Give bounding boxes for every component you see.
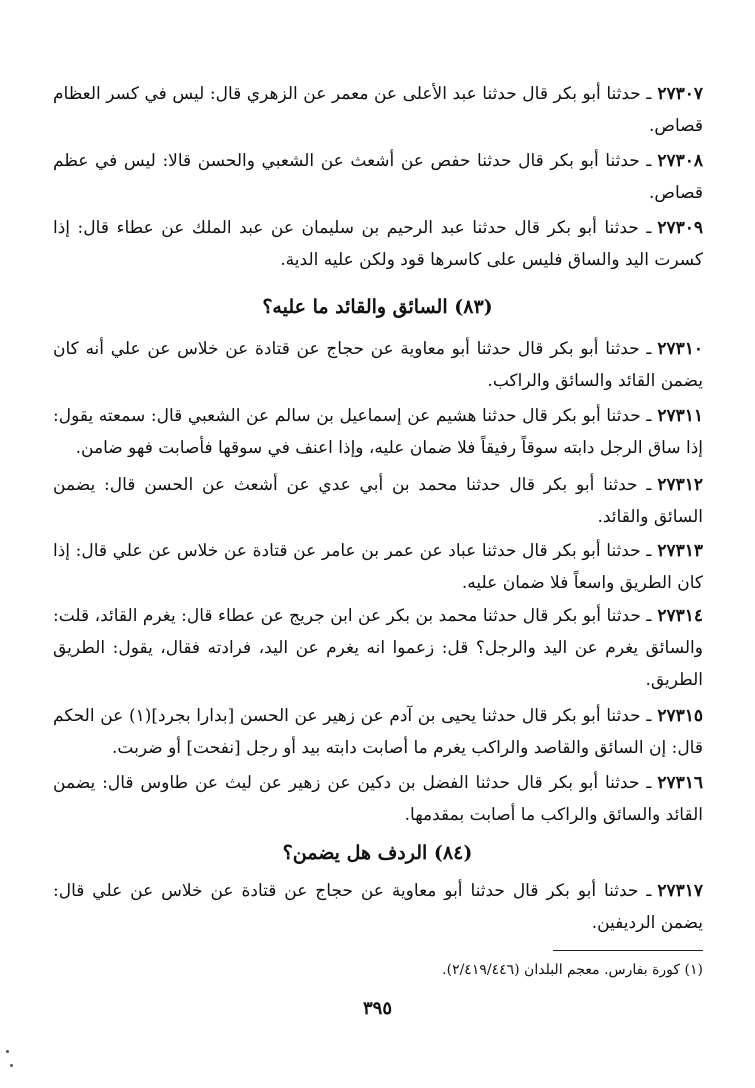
hadith-dash: ـ (646, 881, 652, 901)
hadith-text: حدثنا أبو بكر قال حدثنا عباد عن عمر بن عامر عن قتادة عن خلاس عن علي قال: إذا كان الطريق واسعاً فلا ضمان عليه. (53, 541, 703, 593)
hadith-dash: ـ (646, 773, 652, 793)
hadith-paragraph (53, 400, 703, 464)
hadith-text: حدثنا أبو بكر قال حدثنا محمد بن بكر عن ابن جريج عن عطاء قال: يغرم القائد، قلت: والسائق يغرم عن اليد والرجل؟ قل: زعموا انه يغرم عن اليد، فرادته فقال، يقول: الطريق الطريق. (53, 606, 703, 690)
hadith-number: ٢٧٣١٠ (657, 339, 703, 359)
hadith-paragraph (53, 535, 703, 599)
hadith-dash: ـ (646, 606, 652, 626)
hadith-number: ٢٧٣١٤ (657, 606, 703, 626)
hadith-text: حدثنا أبو بكر قال حدثنا الفضل بن دكين عن زهير عن ليث عن طاوس قال: يضمن القائد والسائق والراكب ما أصابت بمقدمها. (53, 773, 703, 825)
hadith-paragraph (53, 767, 703, 831)
hadith-number: ٢٧٣٠٨ (657, 151, 703, 171)
hadith-text: حدثنا أبو بكر قال حدثنا محمد بن أبي عدي عن أشعث عن الحسن قال: يضمن السائق والقائد. (53, 475, 703, 527)
hadith-text: حدثنا أبو بكر قال حدثنا أبو معاوية عن حجاج عن قتادة عن خلاس عن علي أنه كان يضمن القائد والسائق والراكب. (53, 339, 703, 391)
hadith-paragraph (53, 145, 703, 209)
hadith-number: ٢٧٣١٣ (657, 541, 703, 561)
scan-speck (6, 1050, 9, 1053)
hadith-dash: ـ (646, 541, 652, 561)
hadith-paragraph (53, 78, 703, 142)
hadith-dash: ـ (646, 218, 652, 238)
hadith-paragraph (53, 600, 703, 696)
hadith-paragraph (53, 469, 703, 533)
page-number: ٣٩٥ (362, 998, 392, 1019)
hadith-text: حدثنا أبو بكر قال حدثنا عبد الرحيم بن سليمان عن عبد الملك عن عطاء قال: إذا كسرت اليد والساق فليس على كاسرها قود ولكن عليه الدية. (53, 218, 703, 270)
hadith-number: ٢٧٣١٥ (657, 706, 703, 726)
hadith-number: ٢٧٣١١ (657, 406, 703, 426)
hadith-text: حدثنا أبو بكر قال حدثنا أبو معاوية عن حجاج عن قتادة عن خلاس عن علي قال: يضمن الرديفين. (53, 881, 703, 933)
footnote-separator (553, 950, 703, 951)
hadith-dash: ـ (646, 84, 652, 104)
hadith-text: حدثنا أبو بكر قال حدثنا هشيم عن إسماعيل بن سالم عن الشعبي قال: سمعته يقول: إذا ساق الرجل دابته سوقاً رفيقاً فلا ضمان عليه، وإذا اعنف في سوقها فأصابت فهو ضامن. (53, 406, 703, 458)
hadith-number: ٢٧٣١٢ (657, 475, 703, 495)
hadith-dash: ـ (646, 706, 652, 726)
chapter-heading: (٨٤) الردف هل يضمن؟ (282, 842, 473, 864)
hadith-text: حدثنا أبو بكر قال حدثنا يحيى بن آدم عن زهير عن الحسن [بدارا بجرد](١) عن الحكم قال: إن السائق والقاصد والراكب يغرم ما أصابت دابته بيد أو رجل [نفحت] أو ضربت. (53, 706, 703, 758)
hadith-paragraph (53, 875, 703, 939)
hadith-number: ٢٧٣٠٩ (657, 218, 703, 238)
hadith-number: ٢٧٣١٧ (657, 881, 704, 901)
hadith-number: ٢٧٣٠٧ (657, 84, 703, 104)
hadith-paragraph (53, 212, 703, 276)
chapter-heading: (٨٣) السائق والقائد ما عليه؟ (262, 296, 493, 318)
hadith-paragraph (53, 333, 703, 397)
scan-speck (10, 1064, 13, 1067)
hadith-paragraph (53, 700, 703, 764)
hadith-text: حدثنا أبو بكر قال حدثنا عبد الأعلى عن معمر عن الزهري قال: ليس في كسر العظام قصاص. (53, 84, 703, 136)
hadith-text: حدثنا أبو بكر قال حدثنا حفص عن أشعث عن الشعبي والحسن قالا: ليس في عظم قصاص. (53, 151, 703, 203)
hadith-dash: ـ (646, 475, 652, 495)
footnote: (١) كورة بفارس. معجم البلدان (٢/٤١٩/٤٤٦). (442, 962, 703, 978)
hadith-dash: ـ (646, 151, 652, 171)
hadith-number: ٢٧٣١٦ (657, 773, 703, 793)
hadith-dash: ـ (646, 339, 652, 359)
hadith-dash: ـ (646, 406, 652, 426)
